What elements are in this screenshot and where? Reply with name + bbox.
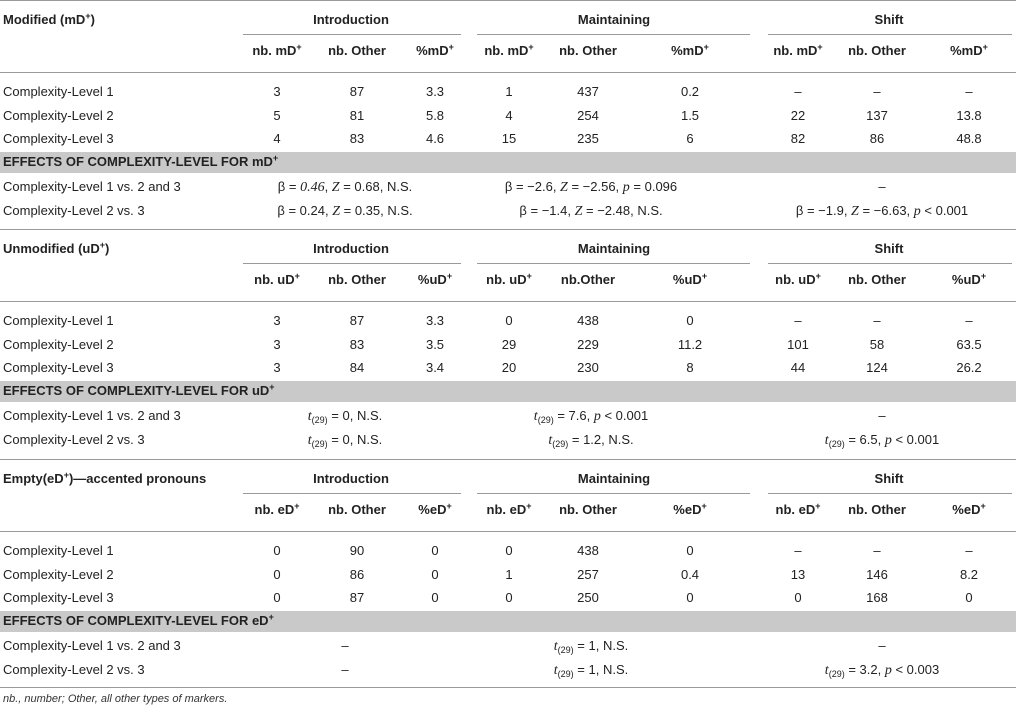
table-cell: 87 (349, 84, 365, 99)
table-cell: 146 (866, 566, 888, 582)
table-cell: 22 (790, 107, 806, 123)
group-header: Shift (874, 471, 904, 486)
table-cell: 87 (349, 590, 365, 605)
table-cell: 5 (273, 107, 281, 123)
table-cell: 0 (965, 590, 973, 605)
table-cell: 90 (349, 543, 365, 558)
table-cell: – (873, 84, 881, 99)
table-cell: 5.8 (425, 107, 445, 123)
table-cell: 250 (577, 590, 599, 605)
row-label: Complexity-Level 2 (3, 566, 114, 582)
table-cell: 3.4 (425, 360, 445, 375)
group-underline (768, 493, 1012, 494)
table-cell: 8 (686, 360, 694, 375)
table-cell: 0 (686, 590, 694, 605)
column-header: %uD+ (417, 271, 453, 287)
group-header: Shift (874, 241, 904, 256)
row-label: Complexity-Level 2 (3, 107, 114, 123)
table-bottom-rule (0, 687, 1016, 688)
column-header: nb. Other (328, 43, 386, 58)
table-cell: – (873, 543, 881, 558)
table-cell: 44 (790, 360, 806, 375)
table-cell: 0 (505, 313, 513, 328)
table-cell: – (965, 543, 973, 558)
column-header: nb. uD+ (254, 271, 300, 287)
column-header: %eD+ (673, 501, 707, 517)
row-label: Complexity-Level 1 (3, 543, 114, 558)
table-footnote: nb., number; Other, all other types of markers. (3, 693, 228, 705)
effect-stat: $t_{(29)} = 0$, N.S. (307, 408, 383, 425)
table-cell: 235 (577, 131, 599, 146)
group-header: Introduction (313, 241, 389, 256)
column-header: %mD+ (671, 42, 709, 58)
effect-stat: – (341, 661, 349, 677)
group-header: Maintaining (577, 471, 651, 486)
table-cell: 58 (869, 336, 885, 352)
table-cell: 84 (349, 360, 365, 375)
column-header: nb. Other (848, 502, 906, 517)
column-header: nb. eD+ (775, 501, 821, 517)
effect-stat: β = 0.46, Z = 0.68, N.S. (277, 179, 413, 195)
table-cell: – (965, 313, 973, 328)
table-cell: 3.5 (425, 336, 445, 352)
table-cell: 3 (273, 84, 281, 99)
column-header: nb. Other (848, 43, 906, 58)
group-header: Maintaining (577, 241, 651, 256)
group-underline (477, 493, 750, 494)
table-cell: 3.3 (425, 84, 445, 99)
table-cell: 8.2 (959, 566, 979, 582)
section-title: Modified (mD+) (3, 11, 95, 27)
effect-label: Complexity-Level 1 vs. 2 and 3 (3, 638, 181, 653)
table-cell: – (794, 543, 802, 558)
table-cell: 0.2 (680, 84, 700, 99)
table-cell: 257 (577, 566, 599, 582)
section-rule (0, 459, 1016, 460)
table-cell: 438 (577, 543, 599, 558)
table-cell: 1 (505, 566, 513, 582)
effect-stat: $t_{(29)} = 1.2$, N.S. (548, 431, 634, 449)
group-underline (243, 263, 461, 264)
column-header: nb. Other (848, 272, 906, 287)
column-header: nb. eD+ (254, 501, 300, 517)
effect-stat: $t_{(29)} = 6.5$, p < 0.001 (824, 431, 940, 449)
group-underline (768, 263, 1012, 264)
table-cell: 0 (431, 566, 439, 582)
table-cell: 0.4 (680, 566, 700, 582)
group-underline (477, 263, 750, 264)
column-header: nb. mD+ (773, 42, 823, 58)
effect-stat: β = 0.24, Z = 0.35, N.S. (277, 202, 413, 219)
group-header: Introduction (313, 471, 389, 486)
effect-label: Complexity-Level 2 vs. 3 (3, 202, 145, 218)
header-rule (0, 301, 1016, 302)
effects-title: EFFECTS OF COMPLEXITY-LEVEL FOR mD+ (3, 153, 279, 169)
section-title: Empty(eD+)—accented pronouns (3, 470, 207, 486)
effect-stat: β = −1.4, Z = −2.48, N.S. (519, 202, 663, 219)
column-header: nb. mD+ (252, 42, 302, 58)
row-label: Complexity-Level 2 (3, 336, 114, 352)
row-label: Complexity-Level 1 (3, 313, 114, 328)
header-rule (0, 531, 1016, 532)
table-cell: 0 (794, 590, 802, 605)
table-cell: – (965, 84, 973, 99)
table-cell: 438 (577, 313, 599, 328)
effect-stat: $t_{(29)} = 1$, N.S. (553, 661, 629, 679)
table-cell: – (873, 313, 881, 328)
group-header: Introduction (313, 12, 389, 27)
table-cell: 229 (577, 336, 599, 352)
column-header: %mD+ (950, 42, 988, 58)
section-rule (0, 229, 1016, 230)
table-cell: 137 (866, 107, 888, 123)
table-cell: 1.5 (680, 107, 700, 123)
table-cell: 83 (349, 131, 365, 146)
effect-label: Complexity-Level 2 vs. 3 (3, 661, 145, 677)
effect-stat: – (341, 638, 349, 653)
table-cell: 0 (431, 590, 439, 605)
column-header: nb.Other (560, 272, 616, 287)
group-underline (243, 34, 461, 35)
row-label: Complexity-Level 1 (3, 84, 114, 99)
table-cell: 168 (866, 590, 888, 605)
table-cell: 3.3 (425, 313, 445, 328)
group-underline (477, 34, 750, 35)
group-header: Maintaining (577, 12, 651, 27)
table-cell: 1 (505, 84, 513, 99)
group-underline (768, 34, 1012, 35)
effect-stat: $t_{(29)} = 1$, N.S. (553, 638, 629, 655)
table-cell: 3 (273, 313, 281, 328)
effect-label: Complexity-Level 1 vs. 2 and 3 (3, 408, 181, 423)
table-cell: 230 (577, 360, 599, 375)
table-cell: 11.2 (677, 336, 703, 352)
effect-label: Complexity-Level 2 vs. 3 (3, 431, 145, 447)
column-header: nb. uD+ (775, 271, 821, 287)
column-header: nb. mD+ (484, 42, 534, 58)
table-cell: 0 (273, 566, 281, 582)
table-cell: 20 (501, 360, 517, 375)
effect-stat: – (878, 408, 886, 423)
table-cell: 4 (505, 107, 513, 123)
group-header: Shift (874, 12, 904, 27)
table-cell: 437 (577, 84, 599, 99)
column-header: %eD+ (418, 501, 452, 517)
column-header: nb. Other (328, 502, 386, 517)
table-cell: 83 (349, 336, 365, 352)
effect-stat: – (878, 179, 886, 194)
row-label: Complexity-Level 3 (3, 131, 114, 146)
table-cell: – (794, 84, 802, 99)
column-header: nb. uD+ (486, 271, 532, 287)
effect-stat: β = −2.6, Z = −2.56, p = 0.096 (504, 179, 678, 195)
column-header: %mD+ (416, 42, 454, 58)
table-cell: 13 (790, 566, 806, 582)
table-cell: 6 (686, 131, 694, 146)
effect-stat: $t_{(29)} = 3.2$, p < 0.003 (824, 661, 940, 679)
column-header: %eD+ (952, 501, 986, 517)
table-cell: 82 (790, 131, 806, 146)
effect-label: Complexity-Level 1 vs. 2 and 3 (3, 179, 181, 194)
table-cell: 4.6 (425, 131, 445, 146)
row-label: Complexity-Level 3 (3, 590, 114, 605)
table-cell: 0 (505, 590, 513, 605)
column-header: %uD+ (672, 271, 708, 287)
table-cell: 101 (787, 336, 809, 352)
row-label: Complexity-Level 3 (3, 360, 114, 375)
effects-title: EFFECTS OF COMPLEXITY-LEVEL FOR uD+ (3, 382, 275, 398)
group-underline (243, 493, 461, 494)
column-header: %uD+ (951, 271, 987, 287)
table-cell: 81 (349, 107, 365, 123)
table-cell: 254 (577, 107, 599, 123)
table-cell: 15 (501, 131, 517, 146)
table-cell: 124 (866, 360, 888, 375)
table-cell: 29 (501, 336, 517, 352)
effect-stat: β = −1.9, Z = −6.63, p < 0.001 (795, 202, 969, 219)
header-rule (0, 72, 1016, 73)
table-cell: 26.2 (956, 360, 982, 375)
table-cell: 13.8 (956, 107, 982, 123)
column-header: nb. Other (328, 272, 386, 287)
column-header: nb. Other (559, 43, 617, 58)
section-rule (0, 0, 1016, 1)
table-cell: 87 (349, 313, 365, 328)
table-cell: 86 (869, 131, 885, 146)
column-header: nb. Other (559, 502, 617, 517)
table-cell: 0 (686, 543, 694, 558)
table-cell: 0 (273, 590, 281, 605)
table-cell: 86 (349, 566, 365, 582)
effect-stat: $t_{(29)} = 7.6$, p < 0.001 (533, 408, 649, 425)
table-cell: 4 (273, 131, 281, 146)
table-cell: 63.5 (956, 336, 982, 352)
effect-stat: – (878, 638, 886, 653)
table-cell: 0 (505, 543, 513, 558)
effect-stat: $t_{(29)} = 0$, N.S. (307, 431, 383, 449)
table-cell: 0 (686, 313, 694, 328)
column-header: nb. eD+ (486, 501, 532, 517)
table-cell: 3 (273, 360, 281, 375)
table-cell: 3 (273, 336, 281, 352)
effects-title: EFFECTS OF COMPLEXITY-LEVEL FOR eD+ (3, 612, 274, 628)
section-title: Unmodified (uD+) (3, 240, 110, 256)
table-cell: – (794, 313, 802, 328)
table-cell: 0 (273, 543, 281, 558)
table-cell: 0 (431, 543, 439, 558)
table-cell: 48.8 (956, 131, 982, 146)
